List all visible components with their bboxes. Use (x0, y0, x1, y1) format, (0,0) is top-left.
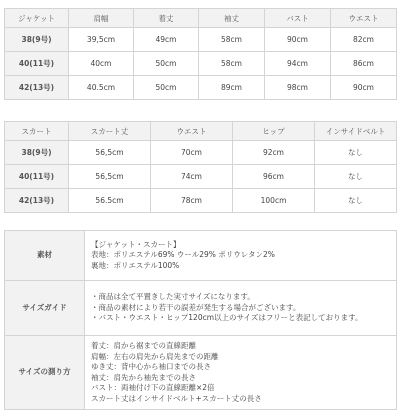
jacket-cell: 90cm (265, 28, 331, 52)
size-guide-line: ・商品は全て平置きした実寸サイズになります。 (91, 292, 255, 302)
measure-line: 袖丈：肩先から袖先までの長さ (91, 372, 196, 382)
material-line: 【ジャケット・スカート】 (91, 239, 181, 249)
jacket-header-cell: 袖丈 (199, 9, 265, 28)
measure-label: サイズの測り方 (5, 336, 85, 410)
skirt-header-row (5, 122, 397, 141)
jacket-cell: 49cm (134, 28, 199, 52)
jacket-cell: 50cm (134, 76, 199, 100)
jacket-header-cell: ウエスト (331, 9, 397, 28)
jacket-cell: 98cm (265, 76, 331, 100)
measure-line: 肩幅：左右の肩先から肩先までの距離 (91, 351, 219, 361)
skirt-header-cell: インサイドベルト (315, 122, 397, 141)
jacket-header-cell: ジャケット (5, 9, 69, 28)
measure-row (5, 336, 397, 410)
size-guide-line: ・バスト・ウエスト・ヒップ120cm以上のサイズはフリーと表記しております。 (91, 313, 363, 323)
measure-line: ゆき丈：背中心から袖口までの長さ (91, 362, 211, 371)
jacket-row (5, 52, 397, 76)
jacket-header-row (5, 9, 397, 28)
skirt-cell: なし (315, 141, 397, 165)
jacket-cell: 82cm (331, 28, 397, 52)
skirt-cell: 100cm (233, 189, 315, 213)
jacket-cell: 40.5cm (69, 76, 134, 100)
skirt-cell: 56,5cm (69, 141, 151, 165)
skirt-size-table (4, 121, 397, 213)
jacket-cell: 94cm (265, 52, 331, 76)
product-info-table (4, 230, 397, 410)
size-guide-label: サイズガイド (5, 281, 85, 336)
skirt-cell: 74cm (151, 165, 233, 189)
measure-line: スカート丈はインサイドベルト+スカート丈の長さ (91, 393, 262, 403)
size-label: 42(13号) (5, 76, 69, 100)
jacket-size-table (4, 8, 397, 100)
jacket-cell: 58cm (199, 52, 265, 76)
size-label: 42(13号) (5, 189, 69, 213)
size-guide-line: ・商品の素材により若干の誤差が発生する場合がございます。 (91, 302, 301, 312)
skirt-row (5, 189, 397, 213)
jacket-cell: 58cm (199, 28, 265, 52)
jacket-cell: 39,5cm (69, 28, 134, 52)
jacket-row (5, 76, 397, 100)
size-label: 38(9号) (5, 141, 69, 165)
size-guide-row (5, 281, 397, 336)
skirt-cell: なし (315, 189, 397, 213)
skirt-header-cell: ヒップ (233, 122, 315, 141)
size-label: 40(11号) (5, 52, 69, 76)
jacket-cell: 89cm (199, 76, 265, 100)
jacket-cell: 50cm (134, 52, 199, 76)
skirt-header-cell: スカート (5, 122, 69, 141)
material-row (5, 231, 397, 281)
material-text (85, 231, 397, 281)
skirt-header-cell: ウエスト (151, 122, 233, 141)
skirt-cell: 70cm (151, 141, 233, 165)
skirt-cell: 56,5cm (69, 165, 151, 189)
jacket-cell: 90cm (331, 76, 397, 100)
jacket-header-cell: 肩幅 (69, 9, 134, 28)
skirt-cell: 56.5cm (69, 189, 151, 213)
size-guide-text (85, 281, 397, 336)
material-line: 表地：ポリエステル69% ウール29% ポリウレタン2% (91, 250, 275, 260)
skirt-cell: 96cm (233, 165, 315, 189)
size-label: 38(9号) (5, 28, 69, 52)
jacket-row (5, 28, 397, 52)
skirt-cell: 92cm (233, 141, 315, 165)
skirt-cell: 78cm (151, 189, 233, 213)
jacket-cell: 86cm (331, 52, 397, 76)
jacket-cell: 40cm (69, 52, 134, 76)
material-line: 裏地：ポリエステル100% (91, 260, 180, 270)
measure-text (85, 336, 397, 410)
skirt-row (5, 165, 397, 189)
jacket-header-cell: 着丈 (134, 9, 199, 28)
skirt-cell: なし (315, 165, 397, 189)
measure-line: バスト：両袖付け下の直線距離×2倍 (91, 383, 215, 392)
measure-line: 着丈：肩から裾までの直線距離 (91, 341, 196, 350)
jacket-header-cell: バスト (265, 9, 331, 28)
size-label: 40(11号) (5, 165, 69, 189)
skirt-row (5, 141, 397, 165)
material-label: 素材 (5, 231, 85, 281)
skirt-header-cell: スカート丈 (69, 122, 151, 141)
